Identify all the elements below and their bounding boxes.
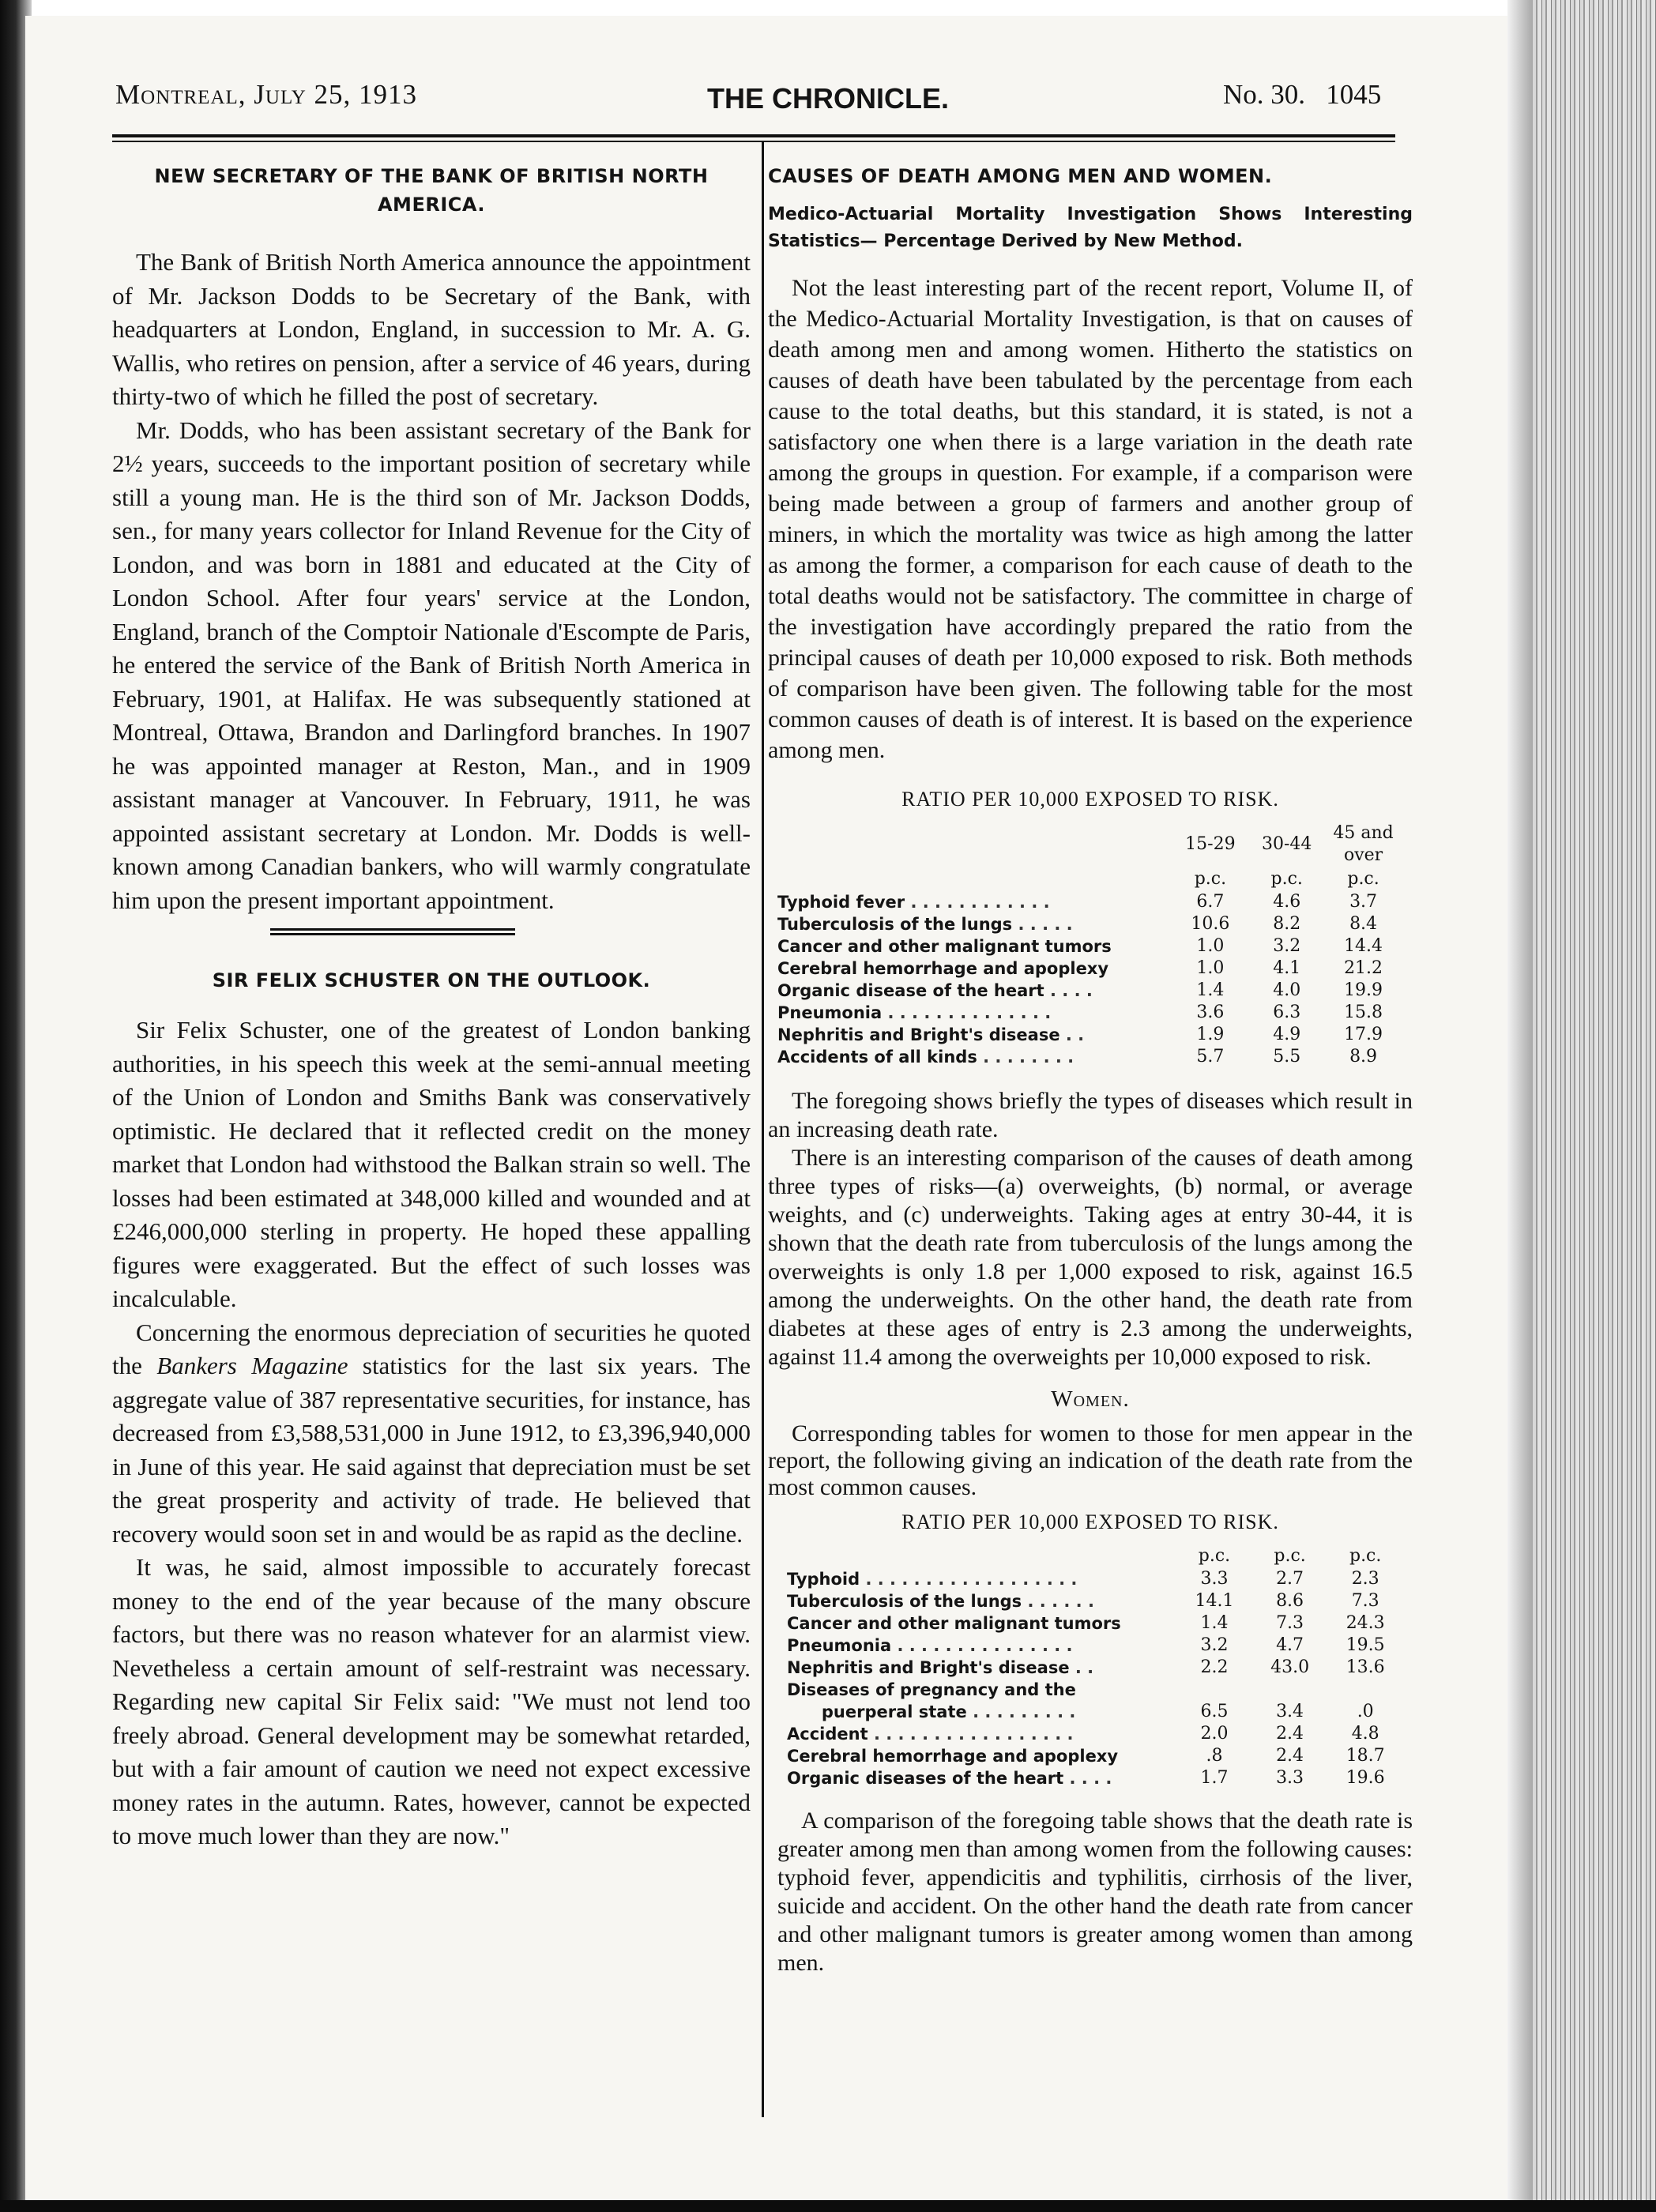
cause-name: Typhoid fever xyxy=(777,892,905,912)
article-separator xyxy=(112,917,751,966)
right-column xyxy=(768,162,1413,1977)
cause-of-death-label xyxy=(777,935,1172,957)
table-row xyxy=(777,891,1402,913)
rate-value: 1.0 xyxy=(1196,957,1225,978)
article-paragraph: Not the least interesting part of the recent report, Volume II, of the Medico-Actuarial Mortality Investigation, is that on causes of death among men and among women. Hitherto the statistics on causes of death have been tabulated by the percentage from each cause to the total deaths, but this standard, it is stated, is not a satisfactory one when there is a large variation in the death rate among the groups in question. For example, if a comparison were being made between a group of farmers and another group of miners, in which the mortality was twice as high among the latter as among the former, a comparison for each cause of death to the total deaths would not be satisfactory. The committee in charge of the investigation have accordingly prepared the ratio from the principal causes of death per 10,000 exposed to risk. Both methods of comparison have been given. The following table for the most common causes of death is of interest. It is based on the experience among men. xyxy=(768,275,1413,763)
rate-value xyxy=(1252,1679,1328,1701)
cause-name: Accidents of all kinds xyxy=(777,1047,977,1066)
column-unit: p.c. xyxy=(1198,1545,1231,1566)
column-unit: p.c. xyxy=(1349,1545,1382,1566)
rate-value: 19.5 xyxy=(1346,1635,1385,1655)
column-unit: p.c. xyxy=(1347,868,1379,889)
issue-page-number: No. 30. 1045 xyxy=(1223,79,1382,110)
cause-of-death-label xyxy=(777,957,1172,980)
rate-value: 10.6 xyxy=(1191,913,1230,934)
publication-name: Bankers Magazine xyxy=(156,1352,348,1379)
column-header: 15-29 xyxy=(1185,833,1236,854)
article-paragraph: It was, he said, almost impossible to accurately forecast money to the end of the year because of the many obscure factors, but there was no reason whatever for an alarmist view. Nevetheless a certain amount of self-restraint was necessary. Regarding new capital Sir Felix said: "We must not lend too freely abroad. General development may be somewhat retarded, but with a fair amount of caution we need not expect excessive money rates in the autumn. Rates, however, cannot be expected to move much lower than they are now." xyxy=(112,1553,751,1849)
rate-value: 14.1 xyxy=(1195,1590,1234,1611)
rate-value: 1.4 xyxy=(1200,1612,1229,1633)
cause-name: Nephritis and Bright's disease xyxy=(777,1025,1060,1044)
rate-value: 3.6 xyxy=(1196,1002,1225,1022)
leader-dots: . . . . . . . . . . . . . . . . . . xyxy=(865,1569,1078,1589)
table-row xyxy=(777,1046,1402,1068)
leader-dots: . . . . . . . . . . . . . . xyxy=(887,1003,1052,1022)
table-row xyxy=(777,1002,1402,1024)
cause-of-death-label xyxy=(787,1723,1176,1745)
rate-value: 13.6 xyxy=(1346,1657,1385,1677)
rate-value: 3.2 xyxy=(1273,935,1301,956)
rate-value: 2.4 xyxy=(1276,1723,1304,1744)
rate-value: 21.2 xyxy=(1344,957,1383,978)
rate-value: 3.2 xyxy=(1200,1635,1229,1655)
article-paragraph: The Bank of British North America announce the appointment of Mr. Jackson Dodds to be Secretary of the Bank, with headquarters at London, England, in succession to Mr. A. G. Wallis, who retires on pension, after a service of 46 years, during thirty-two of which he filled the post of secretary. xyxy=(112,248,751,410)
cause-of-death-label xyxy=(787,1590,1176,1612)
left-column xyxy=(112,162,751,1853)
header-rule xyxy=(112,134,1395,142)
column-unit: p.c. xyxy=(1274,1545,1306,1566)
cause-of-death-label xyxy=(777,913,1172,935)
rate-value: 8.9 xyxy=(1349,1046,1378,1066)
table-row xyxy=(777,1024,1402,1046)
cause-name: Tuberculosis of the lungs xyxy=(787,1591,1022,1611)
rate-value: 18.7 xyxy=(1346,1745,1385,1766)
table-header-row xyxy=(787,1544,1403,1568)
scan-bottom-border xyxy=(0,2200,1656,2212)
cause-of-death-label xyxy=(777,1002,1172,1024)
table-row xyxy=(787,1635,1403,1657)
women-table-caption: RATIO PER 10,000 EXPOSED TO RISK. xyxy=(901,1510,1279,1533)
cause-of-death-label xyxy=(787,1679,1176,1701)
rate-value: 7.3 xyxy=(1276,1612,1304,1633)
table-row xyxy=(777,957,1402,980)
rate-value: 4.9 xyxy=(1273,1024,1301,1044)
rate-value: 19.9 xyxy=(1344,980,1383,1000)
book-page-edges xyxy=(1533,0,1656,2212)
cause-name: Diseases of pregnancy and the xyxy=(787,1680,1076,1699)
rate-value: 4.6 xyxy=(1273,891,1301,912)
cause-of-death-label xyxy=(787,1767,1176,1789)
cause-name: Cancer and other malignant tumors xyxy=(777,936,1112,956)
leader-dots: . . . . . . . . . . . . . . . xyxy=(897,1635,1073,1655)
rate-value: 17.9 xyxy=(1344,1024,1383,1044)
rate-value: 3.3 xyxy=(1200,1568,1229,1589)
dateline: Montreal, July 25, 1913 xyxy=(115,79,418,110)
paragraph-text: statistics for the last six years. The aggregate value of 387 representative securities, for instance, has decreased from £3,588,531,000 in June 1912, to £3,396,940,000 in June of this year. He said against that depreciation must be set the great prosperity and activity of trade. He believed that recovery would soon set in and would be as rapid as the decline. xyxy=(112,1352,751,1548)
article-subheadline: Medico-Actuarial Mortality Investigation Shows Interesting Statistics— Percentage Derived by New Method. xyxy=(768,205,1413,251)
cause-of-death-label xyxy=(777,1024,1172,1046)
rate-value: 8.4 xyxy=(1349,913,1378,934)
rate-value: 3.7 xyxy=(1349,891,1378,912)
cause-of-death-label xyxy=(787,1568,1176,1590)
table-row xyxy=(787,1723,1403,1745)
column-divider xyxy=(762,142,764,2117)
cause-name: Pneumonia xyxy=(787,1635,892,1655)
rate-value: 2.0 xyxy=(1200,1723,1229,1744)
rate-value: 4.7 xyxy=(1276,1635,1304,1655)
leader-dots: . . . . xyxy=(1069,1768,1112,1788)
cause-name: Cancer and other malignant tumors xyxy=(787,1613,1121,1633)
rate-value: 24.3 xyxy=(1346,1612,1385,1633)
rate-value: 5.7 xyxy=(1196,1046,1225,1066)
rate-value: .0 xyxy=(1357,1701,1374,1721)
table-row xyxy=(787,1767,1403,1789)
rate-value: 1.7 xyxy=(1200,1767,1229,1788)
leader-dots: . . xyxy=(1065,1025,1085,1044)
rate-value: 6.3 xyxy=(1273,1002,1301,1022)
rate-value: 3.4 xyxy=(1276,1701,1304,1721)
rate-value: 7.3 xyxy=(1351,1590,1379,1611)
column-header: 45 and over xyxy=(1333,822,1394,865)
article-paragraph: Corresponding tables for women to those for men appear in the report, the following giving an indication of the death rate from the most common causes. xyxy=(768,1420,1413,1500)
rate-value: 4.8 xyxy=(1351,1723,1379,1744)
rate-value: 2.2 xyxy=(1200,1657,1229,1677)
rate-value xyxy=(1176,1679,1252,1701)
table-row xyxy=(787,1612,1403,1635)
article-paragraph: There is an interesting comparison of the causes of death among three types of risks—(a) overweights, (b) normal, or average weights, and (c) underweights. Taking ages at entry 30-44, it is shown that the death rate from tuberculosis of the lungs among the overweights is only 1.8 per 1,000 exposed to risk, against 16.5 among the underweights. On the other hand, the death rate from diabetes at these ages of entry is 2.3 among the underweights, against 11.4 among the overweights per 10,000 exposed to risk. xyxy=(768,1144,1413,1370)
rate-value: 6.7 xyxy=(1196,891,1225,912)
cause-of-death-label xyxy=(787,1635,1176,1657)
rate-value: 8.6 xyxy=(1276,1590,1304,1611)
article-paragraph: Mr. Dodds, who has been assistant secretary of the Bank for 2½ years, succeeds to the important position of secretary while still a young man. He is the third son of Mr. Jackson Dodds, sen., for many years collector for Inland Revenue for the City of London, and was born in 1881 and educated at the City of London School. After four years' service at the London, England, branch of the Comptoir Nationale d'Escompte de Paris, he entered the service of the Bank of British North America in February, 1901, at Halifax. He was subsequently stationed at Montreal, Ottawa, Brandon and Darlingford branches. In 1907 he was appointed manager at Reston, Man., and in 1909 assistant manager at Vancouver. In February, 1911, he was appointed assistant secretary at London. Mr. Dodds is well-known among Canadian bankers, who will warmly congratulate him upon the present important appointment. xyxy=(112,416,751,914)
leader-dots: . . xyxy=(1075,1657,1094,1677)
cause-name: Cerebral hemorrhage and apoplexy xyxy=(787,1746,1119,1766)
table-row xyxy=(787,1745,1403,1767)
cause-of-death-label xyxy=(787,1657,1176,1679)
rate-value xyxy=(1327,1679,1403,1701)
rate-value: 6.5 xyxy=(1200,1701,1229,1721)
article-paragraph xyxy=(112,1316,751,1552)
cause-name: Organic disease of the heart xyxy=(777,980,1044,1000)
table-row xyxy=(777,980,1402,1002)
leader-dots: . . . . . . . . . xyxy=(973,1702,1076,1721)
table-header-row xyxy=(777,867,1402,891)
table-row xyxy=(777,913,1402,935)
article-paragraph: The foregoing shows briefly the types of diseases which result in an increasing death rate. xyxy=(768,1087,1413,1142)
table-header-row xyxy=(777,822,1402,867)
column-header: 30-44 xyxy=(1262,833,1312,854)
rate-value: 2.7 xyxy=(1276,1568,1304,1589)
men-mortality-table xyxy=(777,822,1402,1068)
cause-of-death-label xyxy=(777,980,1172,1002)
cause-of-death-label xyxy=(777,891,1172,913)
table-row xyxy=(777,935,1402,957)
rate-value: 2.3 xyxy=(1351,1568,1379,1589)
rate-value: 2.4 xyxy=(1276,1745,1304,1766)
rate-value: 8.2 xyxy=(1273,913,1301,934)
leader-dots: . . . . . . . . . . . . xyxy=(910,892,1050,912)
table-row xyxy=(787,1679,1403,1701)
article-paragraph: A comparison of the foregoing table shows that the death rate is greater among men than among women from the following causes: typhoid fever, appendicitis and typhilitis, cirrhosis of the liver, suicide and accident. On the other hand the death rate from cancer and other malignant tumors is greater among women than among men. xyxy=(777,1807,1413,1976)
cause-name: Accident xyxy=(787,1724,868,1744)
men-table-caption: RATIO PER 10,000 EXPOSED TO RISK. xyxy=(901,788,1279,811)
cause-of-death-label xyxy=(787,1745,1176,1767)
rate-value: 3.3 xyxy=(1276,1767,1304,1788)
table-row xyxy=(787,1657,1403,1679)
table-row xyxy=(787,1590,1403,1612)
leader-dots: . . . . . . xyxy=(1027,1591,1094,1611)
leader-dots: . . . . . . . . xyxy=(983,1047,1075,1066)
rate-value: 4.1 xyxy=(1273,957,1301,978)
table-row xyxy=(787,1701,1403,1723)
page-edge-shadow xyxy=(1507,0,1533,2212)
cause-of-death-label xyxy=(777,1046,1172,1068)
article-headline-causes-of-death: CAUSES OF DEATH AMONG MEN AND WOMEN. xyxy=(768,165,1273,187)
cause-name: puerperal state xyxy=(787,1702,967,1721)
rate-value: 1.4 xyxy=(1196,980,1225,1000)
cause-name: Cerebral hemorrhage and apoplexy xyxy=(777,958,1109,978)
table-row xyxy=(787,1568,1403,1590)
rate-value: 5.5 xyxy=(1273,1046,1301,1066)
rate-value: 15.8 xyxy=(1344,1002,1383,1022)
rate-value: 19.6 xyxy=(1346,1767,1385,1788)
cause-of-death-label xyxy=(787,1701,1176,1723)
leader-dots: . . . . xyxy=(1050,980,1093,1000)
article-paragraph: Sir Felix Schuster, one of the greatest of London banking authorities, in his speech this week at the semi-annual meeting of the Union of London and Smiths Bank was conservatively optimistic. He declared that it reflected credit on the money market that London had withstood the Balkan strain so well. The losses had been estimated at 348,000 killed and wounded and at £246,000,000 sterling in property. He hoped these appalling figures were exaggerated. But the effect of such losses was incalculable. xyxy=(112,1016,751,1312)
column-unit: p.c. xyxy=(1194,868,1227,889)
leader-dots: . . . . . . . . . . . . . . . . . xyxy=(873,1724,1074,1744)
article-headline-schuster: SIR FELIX SCHUSTER ON THE OUTLOOK. xyxy=(212,969,651,991)
cause-name: Organic diseases of the heart xyxy=(787,1768,1064,1788)
rate-value: .8 xyxy=(1206,1745,1223,1766)
rate-value: 14.4 xyxy=(1344,935,1383,956)
women-mortality-table xyxy=(787,1544,1403,1789)
rate-value: 1.9 xyxy=(1196,1024,1225,1044)
article-headline-new-secretary: NEW SECRETARY OF THE BANK OF BRITISH NORTH AMERICA. xyxy=(154,165,709,216)
cause-of-death-label xyxy=(787,1612,1176,1635)
cause-name: Nephritis and Bright's disease xyxy=(787,1657,1070,1677)
cause-name: Pneumonia xyxy=(777,1003,883,1022)
paragraph-text: Concerning the enormous depreciation of securities he quoted the xyxy=(112,1318,751,1379)
masthead-title: THE CHRONICLE. xyxy=(707,82,949,115)
cause-name: Typhoid xyxy=(787,1569,860,1589)
column-unit: p.c. xyxy=(1270,868,1303,889)
rate-value: 1.0 xyxy=(1196,935,1225,956)
leader-dots: . . . . . xyxy=(1018,914,1073,934)
cause-name: Tuberculosis of the lungs xyxy=(777,914,1013,934)
women-section-heading: Women. xyxy=(1051,1386,1130,1412)
rate-value: 4.0 xyxy=(1273,980,1301,1000)
rate-value: 43.0 xyxy=(1270,1657,1310,1677)
